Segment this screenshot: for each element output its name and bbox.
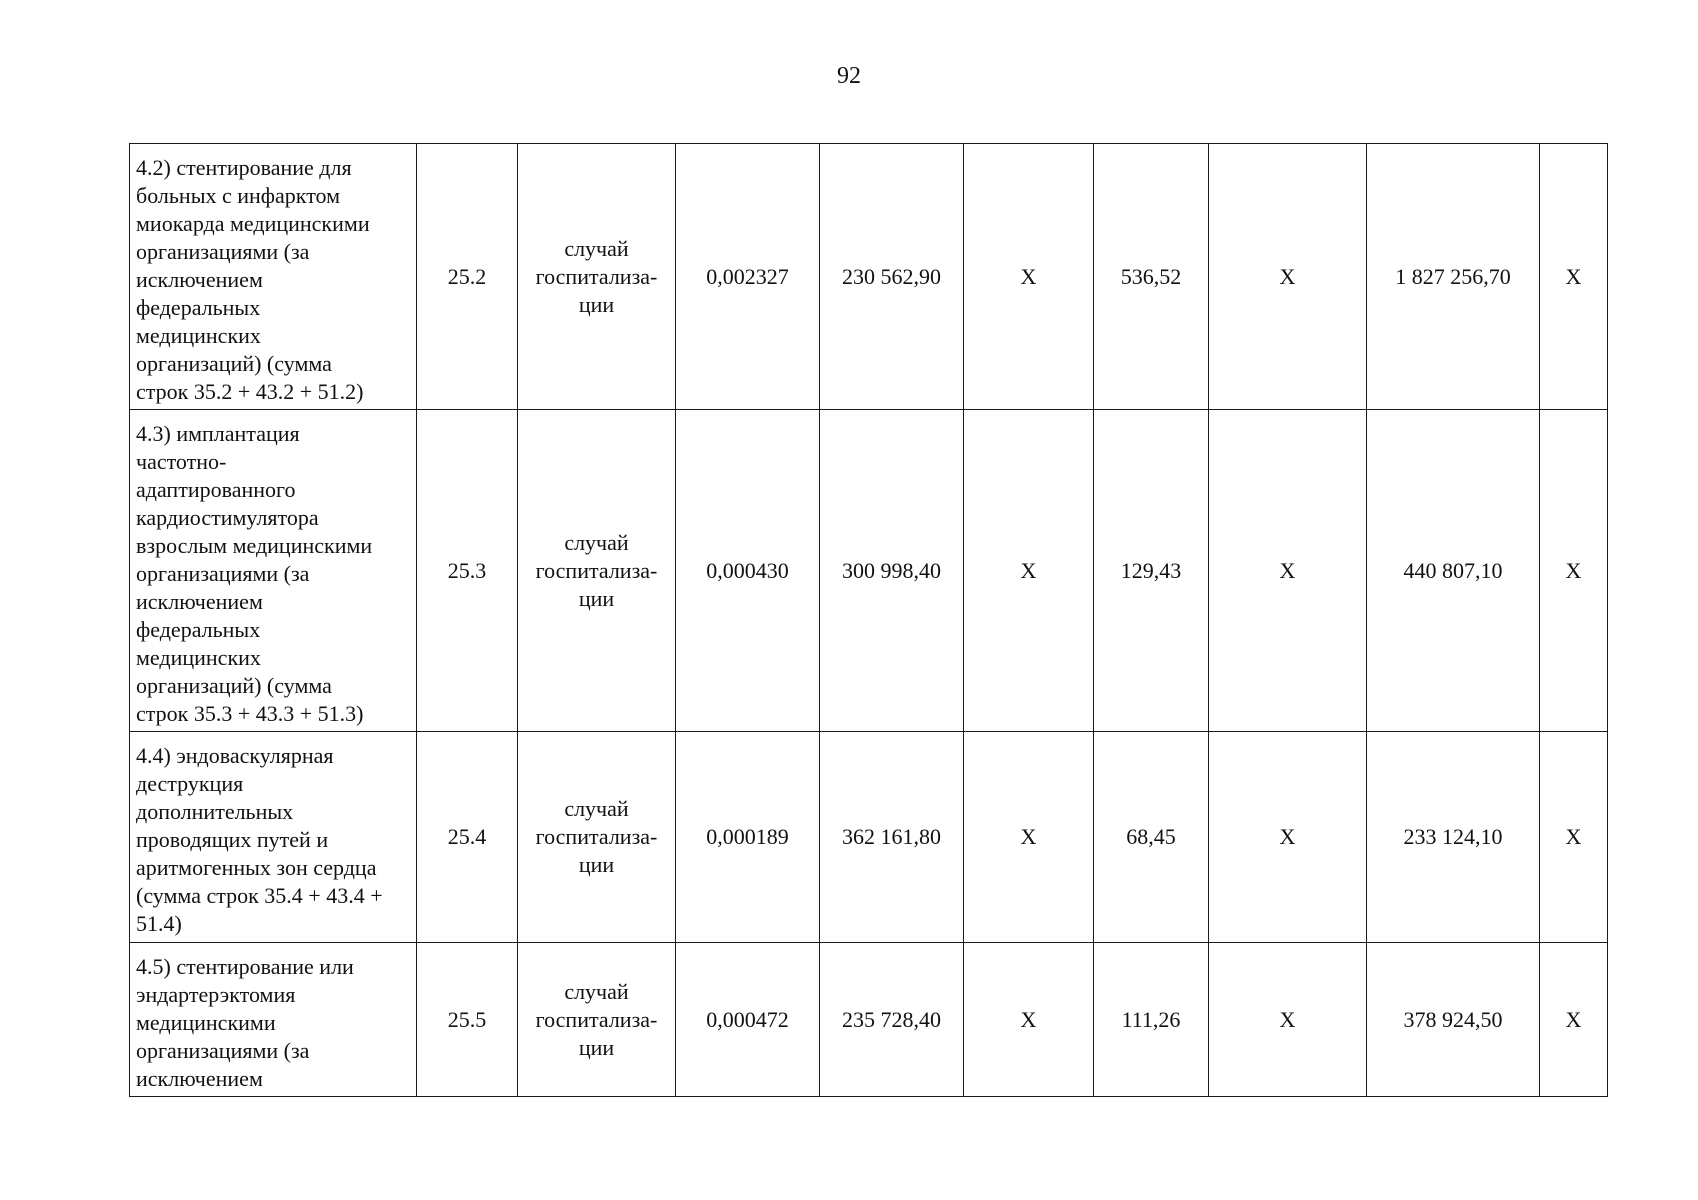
- col8-cell: [1209, 943, 1367, 1097]
- col8-cell: [1209, 732, 1367, 943]
- col6-value: Х: [1020, 1006, 1037, 1032]
- row-name-cell: [130, 410, 417, 732]
- row-number-cell: [417, 732, 518, 943]
- cost-cell: [820, 943, 964, 1097]
- row-name: 4.3) имплантация частотно- адаптированного кардиостимулятора взрослым медицинскими организациями (за исключением федеральных медицинских организаций) (сумма строк 35.3 + 43.3 + 51.3): [136, 421, 373, 726]
- tariff-table: [129, 143, 1608, 1097]
- col10-cell: [1540, 410, 1608, 732]
- cost-value: 300 998,40: [842, 557, 941, 583]
- cost-cell: [820, 732, 964, 943]
- col7-value: 536,52: [1120, 263, 1182, 289]
- row-name: 4.5) стентирование или эндартерэктомия медицинскими организациями (за исключением: [136, 954, 354, 1091]
- unit-text: случай госпитализа- ции: [535, 978, 658, 1060]
- unit-cell: [518, 410, 676, 732]
- row-number: 25.4: [447, 824, 487, 849]
- cost-value: 230 562,90: [842, 263, 941, 289]
- col9-value: 233 124,10: [1403, 824, 1503, 849]
- row-number: 25.2: [447, 263, 487, 289]
- cost-cell: [820, 144, 964, 410]
- row-name: 4.2) стентирование для больных с инфарктом миокарда медицинскими организациями (за исключением федеральных медицинских организаций) (сумма строк 35.2 + 43.2 + 51.2): [136, 155, 370, 404]
- col9-cell: [1367, 943, 1540, 1097]
- volume-value: 0,000189: [706, 824, 789, 849]
- col9-value: 1 827 256,70: [1395, 263, 1511, 289]
- volume-cell: [676, 732, 820, 943]
- col10-value: Х: [1565, 263, 1582, 289]
- row-number: 25.3: [447, 557, 487, 583]
- col9-cell: [1367, 410, 1540, 732]
- row-number-cell: [417, 410, 518, 732]
- col9-cell: [1367, 144, 1540, 410]
- unit-cell: [518, 732, 676, 943]
- volume-cell: [676, 144, 820, 410]
- table-row: [130, 732, 1608, 943]
- volume-cell: [676, 943, 820, 1097]
- col6-cell: [964, 410, 1094, 732]
- cost-cell: [820, 410, 964, 732]
- volume-value: 0,000472: [706, 1006, 789, 1032]
- cost-value: 235 728,40: [842, 1006, 941, 1032]
- col7-value: 129,43: [1120, 557, 1182, 583]
- col6-cell: [964, 144, 1094, 410]
- table-row: [130, 144, 1608, 410]
- col6-cell: [964, 943, 1094, 1097]
- row-number: 25.5: [447, 1006, 487, 1032]
- col9-cell: [1367, 732, 1540, 943]
- unit-text: случай госпитализа- ции: [535, 529, 658, 611]
- col9-value: 440 807,10: [1403, 557, 1503, 583]
- col6-value: Х: [1020, 824, 1037, 849]
- row-name-cell: [130, 732, 417, 943]
- col8-value: Х: [1279, 824, 1296, 849]
- row-number-cell: [417, 943, 518, 1097]
- volume-value: 0,002327: [706, 263, 789, 289]
- row-name-cell: [130, 144, 417, 410]
- row-name-cell: [130, 943, 417, 1097]
- col8-value: Х: [1279, 557, 1296, 583]
- page-number: 92: [837, 63, 861, 89]
- unit-cell: [518, 144, 676, 410]
- col7-cell: [1094, 144, 1209, 410]
- col10-value: Х: [1565, 1006, 1582, 1032]
- col7-cell: [1094, 410, 1209, 732]
- col6-value: Х: [1020, 557, 1037, 583]
- unit-cell: [518, 943, 676, 1097]
- col8-value: Х: [1279, 263, 1296, 289]
- col8-cell: [1209, 144, 1367, 410]
- col7-value: 68,45: [1126, 824, 1176, 849]
- unit-text: случай госпитализа- ции: [535, 796, 658, 877]
- col10-cell: [1540, 943, 1608, 1097]
- table-row: [130, 410, 1608, 732]
- col9-value: 378 924,50: [1403, 1006, 1503, 1032]
- col8-cell: [1209, 410, 1367, 732]
- row-number-cell: [417, 144, 518, 410]
- col7-cell: [1094, 732, 1209, 943]
- col8-value: Х: [1279, 1006, 1296, 1032]
- col7-cell: [1094, 943, 1209, 1097]
- cost-value: 362 161,80: [842, 824, 941, 849]
- volume-cell: [676, 410, 820, 732]
- table-row: [130, 943, 1608, 1097]
- row-name: 4.4) эндоваскулярная деструкция дополнительных проводящих путей и аритмогенных зон сердца (сумма строк 35.4 + 43.4 + 51.4): [136, 743, 383, 936]
- col7-value: 111,26: [1121, 1006, 1181, 1032]
- col10-cell: [1540, 732, 1608, 943]
- col6-value: Х: [1020, 263, 1037, 289]
- col10-value: Х: [1565, 557, 1582, 583]
- col10-cell: [1540, 144, 1608, 410]
- unit-text: случай госпитализа- ции: [535, 235, 658, 317]
- volume-value: 0,000430: [706, 557, 789, 583]
- col10-value: Х: [1565, 824, 1582, 849]
- col6-cell: [964, 732, 1094, 943]
